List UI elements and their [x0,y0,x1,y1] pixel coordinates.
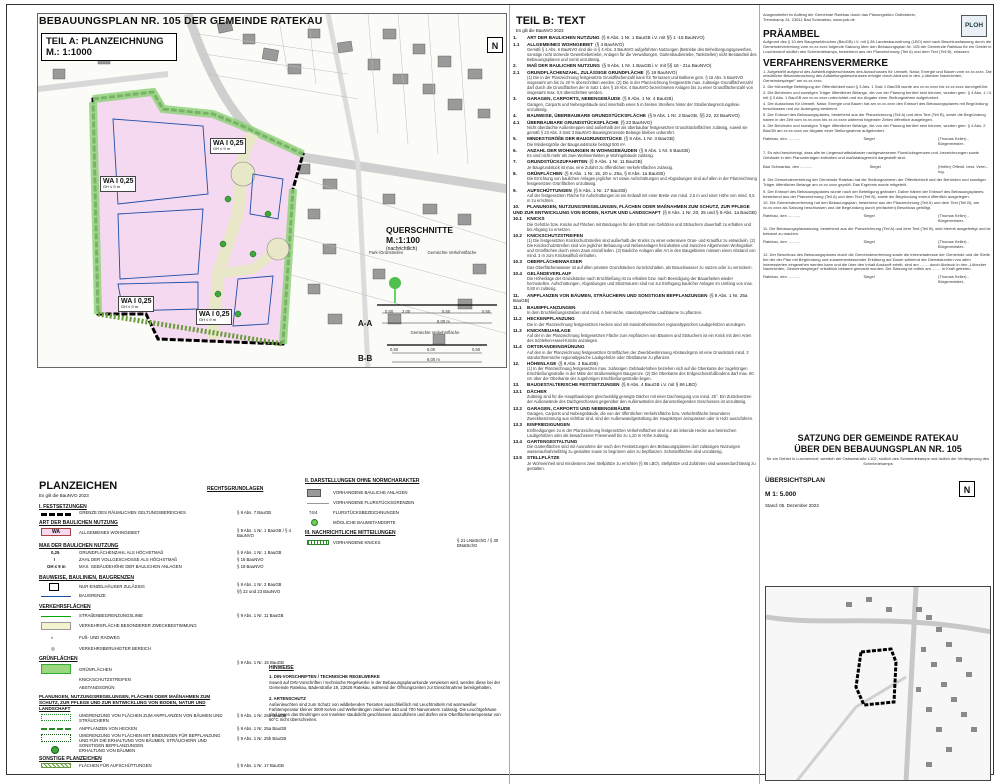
teil-b-item-body: (1) In der Planzeichnung festgesetzten max. zulässigen Gebäudehöhen beziehen sich auf die Oberkante der zugehörigen Erschließungsstraße in der Mitte der straßenseitigen Baugrenze. (2) Die Oberkante des Erdgeschossfußbodens darf max. 60 cm über der Oberkante der zugehörigen Erschließungsstraße liegen. [527,366,754,382]
teil-b-item-heading: ART DER BAULICHEN NUTZUNG [527,35,600,40]
teil-b-item-heading: AUFSCHÜTTUNGEN [527,187,572,193]
teil-b-item-heading: DÄCHER [527,389,547,395]
teil-b-item-heading: HECKENPFLANZUNG [527,316,575,322]
legend-row: ALLGEMEINES WOHNGEBIET [79,530,140,535]
teil-b-item-number: 2. [513,63,517,69]
sign-role: (Thomas Keller) -Bürgermeister- [937,238,969,249]
legend-row: GRENZE DES RÄUMLICHEN GELTUNGSBEREICHES [79,510,186,515]
teil-b-item [513,293,757,304]
teil-b-item [513,344,757,359]
legend-ref: § 9 Abs. 1 Nr. 1 BauGB [237,550,282,555]
section-a-svg [377,275,497,335]
teil-b-item-ref: (§ 9 Abs. 1 Nr. 4 BauGB) [622,96,673,102]
legend-row: MAX. GEBÄUDEHÖHE DER BAULICHEN ANLAGEN [79,564,182,569]
divider [509,5,510,784]
teil-b-item-body: Es sind nicht mehr als zwei Wohneinheiten je Wohngebäude zulässig. [527,153,654,159]
teil-b-item-number: 12. [513,360,520,366]
teil-b-item [513,171,757,186]
cross-section-title: QUERSCHNITTE [386,225,454,235]
legend-row: FUß- UND RADWEG [79,635,120,640]
satzung-subtitle: für ein Gebiet in Luschendorf, westlich der Ostseestraße L102, südlich des Schmiedekamps und östlich der Verlängerung des Schmiedekamps [766,456,990,466]
legend-swatch-bindungen [41,734,71,742]
stand-date: Stand: 05. Dezember 2023 [765,503,819,508]
legend-symbol: 74/4 [309,510,318,515]
section-a-label: A-A [358,319,373,328]
teil-b-item-ref: (§ 9 Abs. 1 Nr. 6 BauGB) [639,147,690,153]
teil-b-item [513,259,757,269]
sign-seal: Siegel [863,274,875,280]
praeambel-title: PRÄAMBEL [763,28,820,40]
teil-b-item-number: 8. [513,170,517,176]
legend-row: FLURSTÜCKSBEZEICHNUNGEN [333,510,399,515]
legend-swatch-bauliche-anlagen [307,489,321,497]
praeambel-text: Aufgrund des § 10 des Baugesetzbuches (BauGB) i.V. mit § 86 Landesbauordnung (LBO) wird nach Beschlussfassung durch die Gemeindevertretung vom xx.xx.xxxx folgende Satzung über den Bebauungsplan Nr. 105 der Gemeinde Ratekau für ein Gebiet in Luschendorf südlich des Schmiedekamps, bestehend aus der Planzeichnung (Teil A) und dem Text (Teil B), erlassen: [763,38,992,54]
teil-b-item-number: 1. [513,35,517,40]
teil-b-item-number: 11.4 [513,344,522,350]
sec-b-label-road: Gemischte Verkehrsfläche [410,330,460,335]
verfahren-item: 1. Aufgestellt aufgrund des Aufstellungsbeschlusses des Ausschusses für Umwelt, Natur, Energie und Bauen vom xx.xx.xxxx. Die ortsübliche Bekanntmachung des Aufstellungsbeschlusses erfolgte durch Abdruck in den „Lübecker Nachrichten, Gemeindespiegel“ am xx.xx.xxxx. [763,68,992,84]
office-note: Ausgearbeitet im Auftrag der Gemeinde Ratekau durch das Planungsbüro Ostholstein, Tremskamp 24, 23611 Bad Schwartau, www.pob.de [763,12,916,22]
verfahren-item: 6. Die Behörden und sonstigen Träger öffentlicher Belange, die von der Planung berührt sein können, wurden gem. § 4 Abs. 2 BauGB am xx.xx.xxxx zur Abgabe einer Stellungnahme aufgefordert. [763,122,986,133]
legend-row: MÖGLICHE BAUMSTANDORTE [333,520,396,525]
signature-block-2 [763,165,993,175]
verfahren-list [763,70,993,134]
teil-b-item-heading: ALLGEMEINES WOHNGEBIET [527,41,594,47]
verfahren-10: 10. Die Gemeindevertretung hat den Bebauungsplan, bestehend aus der Planzeichnung (Teil A) und dem Text (Teil B), am xx.xx.xxxx als Satzung beschlossen und die Begründung durch (einfachen) Beschluss gebilligt. [763,200,980,211]
sec-b-dim-1: 0,50 [390,347,399,352]
wa-label-1: WA I 0,25 GH ≤ 9 m [210,138,246,154]
teil-b-item-number: 2.1 [513,69,520,75]
legend-ref: § 9 Abs. 1 Nr. 2 BauGB [237,582,282,587]
legend-sec-art: ART DER BAULICHEN NUTZUNG [39,520,118,526]
teil-b-item-body: Die Mindestgröße der Baugrundstücke beträgt 500 m². [527,141,626,147]
sec-a-dim-3: 5,50 [442,309,451,314]
teil-b-item [513,271,757,291]
teil-b-item [513,455,757,470]
hinweise-title: HINWEISE [269,665,294,671]
teil-b-item-heading: MAß DER BAULICHEN NUTZUNG [527,63,600,69]
legend-ref: § 9 Abs. 1 Nr. 25a BauGB [237,726,287,731]
teil-b-item-body: Die Gartenflächen sind mit Ausnahme der nach den Festsetzungen des Bebauungsplanes dort zulässigen Nutzungen wasseraufnahmefähig zu gestalten sowie zu begrünen oder zu bepflanzen. Schotterflächen sind unzulässig. [527,444,741,455]
teil-b-item [513,96,757,111]
legend-sec-verkehr: VERKEHRSFLÄCHEN [39,604,91,610]
teil-b-item-body: Gemäß § 1 Abs. 6 BauNVO sind die in § 4 Abs. 3 BauNVO aufgeführten Nutzungen (Betriebe des Beherbergungsgewerbes, sonstige nicht störende Gewerbebetriebe, Anlagen für die Verwaltungen, Gartenbaubetriebe, Tankstellen) nicht Bestandteil des Bebauungsplanes und somit unzulässig. [527,47,757,62]
teil-b-item-number: 13.2 [513,405,522,411]
teil-b-item-body: In dem Erschließungsstraßen sind mind. 6 heimische, standortgerechte Laubbäume zu pflanzen. [527,309,703,315]
teil-b-item-number: 10.2 [513,232,522,238]
teil-b-item [513,328,757,343]
legend-ref: § 9 Abs. 1 Nr. 25a BauGB [237,713,287,718]
teil-b-item-ref: (§ 9 Abs. 1 Nr. 3 BauGB) [623,136,675,142]
legend-swatch-wa: WA [41,528,71,536]
teil-b-item [513,389,757,404]
legend-swatch-flurstuecksgrenzen [307,503,329,504]
teil-b-item-heading: MINDESTGRÖßE DER BAUGRUNDSTÜCKE [527,136,622,142]
teil-b-item-number: 3. [513,96,517,102]
teil-b-item-number: 5. [513,136,517,142]
teil-b-item-number: 11.2 [513,316,522,322]
teil-b-item [513,35,757,40]
sec-a-label-road: Gemischte Verkehrsfläche [427,250,477,255]
verfahren-12: 12. Der Beschluss des Bebauungsplanes durch die Gemeindevertretung sowie die Internetadresse der Gemeinde und die Stelle, bei der der Plan mit Begründung und zusammenfassender Erklärung auf Dauer während der Dienststunden von allen Interessierten eingesehen werden kann und die über den Inhalt Auskunft erteilt, sind am ........ durch Abdruck in den „Lübecker Nachrichten, Gemeindespiegel“ ortsüblich bekannt gemacht worden. Die Satzung ist mithin am ........ in Kraft getreten. [763,251,991,272]
legend-row: VORHANDENE FLURSTÜCKSGRENZEN [333,500,415,505]
wa-label-2: WA I 0,25 GH ≤ 9 m [100,176,136,192]
satzung-line-1: SATZUNG DER GEMEINDE RATEKAU [797,433,959,443]
cross-section-note: (nachrichtlich) [386,246,418,252]
teil-b-item-heading: OBERFLÄCHENWASSER [527,259,583,265]
teil-b-item [513,361,757,381]
teil-b-item [513,70,757,95]
legend-swatch-aufschuettung [41,763,71,768]
legend-sec-darstellungen: II. DARSTELLUNGEN OHNE NORMCHARAKTER [305,478,420,484]
teil-b-item-ref: (§ 9 Abs. 1 Nr. 11 BauGB) [589,159,643,165]
teil-b-item-heading: PLANUNGEN, NUTZUNGSREGELUNGEN, FLÄCHEN ODER MAßNAHMEN ZUM SCHUTZ, ZUR PFLEGE UND ZUR ENTWICKLUNG VON BODEN, NATUR UND LANDSCHAFT [513,204,750,215]
teil-b-item-body: Auf den in der Planzeichnung festgesetzten Grünflächen der Zweckbestimmung Abstandsgrün ist eine Grundstück mind. 2 standortheimische regionaltypische Laubgehölze oder Obstbäume zu pflanzen. [527,349,749,360]
legend-row: ERHALTUNG VON BÄUMEN [79,748,136,753]
uebersicht-scale: M 1: 5.000 [765,491,797,498]
legend-swatch-verkehr-besonders [41,622,71,630]
teil-b-item-number: 10. [513,204,520,210]
sec-a-dim-2: 2,00 [402,309,411,314]
sec-b-dim-total: 6,00 m [427,357,440,362]
teil-b-item-heading: STELLPLÄTZE [527,455,560,461]
uebersicht-title: ÜBERSICHTSPLAN [765,477,825,484]
wa-label-3: WA I 0,25 GH ≤ 9 m [196,309,232,325]
legend-ref: §§ 22 und 23 BauNVO [237,589,281,594]
legend-symbol: ◎ [51,646,55,651]
legend-subtitle: Es gilt die BauNVO 2023 [39,493,89,498]
teil-b-item-ref: (§ 9 Abs. 1 Nr. 25a BauGB) [513,292,748,303]
north-arrow-icon: N [487,37,503,53]
sign-seal: Siegel [863,136,875,142]
sign-place: Ratekau, den ........... [763,238,801,244]
legend-swatch-baugrenze [41,596,71,597]
teil-b-column [513,15,757,775]
teil-b-subtitle: Es gilt die BauNVO 2023 [516,28,564,33]
teil-b-item-number: 1.1 [513,41,520,47]
teil-b-item-heading: GRUNDSTÜCKZUFAHRTEN [527,159,588,165]
teil-b-item-ref: (§ 9 Abs. 4 BauGB i.V. mit § 86 LBO) [621,382,697,388]
teil-b-item [513,136,757,146]
signature-block-3 [763,214,993,224]
legend-symbol: 0,25 [51,550,60,555]
legend-ref: § 9 Abs. 1 Nr. 11 BauGB [237,613,284,618]
section-b-label: B-B [358,354,373,363]
teil-b-item-heading: GARAGEN, CARPORTS, NEBENGEBÄUDE [527,96,621,102]
verfahren-11: 11. Die Bebauungsplansatzung, bestehend aus der Planzeichnung (Teil A) und dem Text (Teil B), wird hiermit ausgefertigt und ist bekannt zu machen. [763,226,991,236]
legend-sec-nachrichtlich: III. NACHRICHTLICHE MITTEILUNGEN [305,530,396,536]
teil-b-item [513,406,757,421]
teil-b-item-number: 9. [513,187,517,193]
legend-sec-gruen: GRÜNFLÄCHEN [39,656,78,662]
teil-b-item-body: Die in der Planzeichnung festgesetzten Hecken sind mit standortheimischen regionaltypischen Laubgehölzen anzulegen. [527,321,746,327]
sign-place: Bad Schwartau, den ........... [763,164,813,170]
sign-role: (Thomas Keller) -Bürgermeister- [937,136,969,147]
legend-row: UMGRENZUNG VON FLÄCHEN ZUM ANPFLANZEN VON BÄUMEN UND STRÄUCHERN [79,713,223,723]
teil-b-item-body: Garagen, Carports und Nebengebäude, die von der öffentlichen Verkehrsfläche bzw. Verkehrsfläche besonderer Zweckbestimmung aus sichtbar sind, sind der Außenwandgestaltung der Hauptkörper anzupassen oder in Holz auszuführen. [527,411,754,422]
sign-seal: Siegel [863,238,875,244]
sec-b-dim-3: 0,50 [472,347,481,352]
sec-a-dim-4: 0,50 [482,309,491,314]
plan-title: BEBAUUNGSPLAN NR. 105 DER GEMEINDE RATEKAU [39,15,323,27]
teil-b-item [513,216,757,231]
signature-block-5 [763,275,993,285]
legend-row: ANPFLANZEN VON HECKEN [79,726,138,731]
legend-symbol: GH ≤ 9 m [47,564,66,569]
sign-seal: Siegel [863,213,875,219]
cross-section-scale: M.:1:100 [386,234,421,245]
legend-row: VERKEHRSFLÄCHE BESONDERER ZWECKBESTIMMUNG [79,623,197,628]
teil-b-item-ref: (§ 9 Abs. 3 BauGB) [558,360,598,366]
legend-title: PLANZEICHEN [39,480,118,492]
teil-b-item-number: 13. [513,382,520,388]
sec-a-dim-1: 0,50 [385,309,394,314]
right-column [763,13,993,773]
teil-b-title: TEIL B: TEXT [516,15,586,27]
legend-row: GRÜNFLÄCHEN [79,667,112,672]
teil-b-item-heading: GRÜNFLÄCHEN [527,170,563,176]
legend-row: ABSTANDSGRÜN [79,685,115,690]
teil-b-item-number: 11. [513,292,520,298]
legend-sec-sonstige: SONSTIGE PLANZEICHEN [39,756,102,762]
teil-b-item-ref: (§ 4 BauNVO) [595,41,624,47]
sign-place: Ratekau, den ........... [763,274,801,280]
teil-b-item [513,382,757,387]
teil-b-item-number: 4.1 [513,119,520,125]
teil-b-item-heading: KNICKNEUANLAGE [527,327,571,333]
teil-b-item [513,439,757,454]
teil-b-item-body: Auf der festgesetzten Fläche für Aufschüttungen ist ein Erdwall mit einer Breite von mind. 2,5 m und einer Höhe von mind. 0,5 m zu errichten. [527,192,755,203]
overview-map-svg [766,587,991,781]
satzung-heading [763,433,993,467]
teil-b-item-body: Auf der in der Planzeichnung festgesetzten Fläche zum Anpflanzen von Bäumen und Sträuchern ist ein Knick mit dem Arten des Schlehen-Hasel-Knicks anzulegen. [527,333,752,344]
verfahren-7: 7. Es wird bescheinigt, dass alle im Liegenschaftskataster nachgewiesenen Flurstücksgrenzen und -bezeichnungen sowie Gebäude in den Planunterlagen enthalten und maßstabsgerecht dargestellt sind. [763,150,979,161]
legend-swatch-anpflanzen [41,714,71,721]
legend-row: VERKEHRSBERUHIGTER BEREICH [79,646,152,651]
verfahren-title: VERFAHRENSVERMERKE [763,57,889,69]
section-b-svg [387,339,487,369]
legend-row: ZAHL DER VOLLGESCHOSSE ALS HÖCHSTMAß [79,557,177,562]
legend-row: FLÄCHEN FÜR AUFSCHÜTTUNGEN [79,763,152,768]
teil-b-item-number: 13.3 [513,422,522,428]
verfahren-8: 8. Die Gemeindevertretung der Gemeinde Ratekau hat die Stellungnahmen der Öffentlichkeit und der Behörden und sonstiger Träger öffentlicher Belange am xx.xx.xxxx geprüft. Das Ergebnis wurde mitgeteilt. [763,176,986,187]
verfahren-item: 5. Der Entwurf des Bebauungsplanes, bestehend aus der Planzeichnung (Teil A) und dem Text (Teil B), sowie die Begründung haben in der Zeit vom xx.xx.xxxx bis xx.xx.xxxx während folgender Zeiten öffentlich ausgelegen. [763,111,986,122]
teil-b-item [513,188,757,203]
legend-row: GRUNDFLÄCHENZAHL ALS HÖCHSTMAß [79,550,164,555]
teil-b-item-ref: (§ 23 BauNVO) [620,119,653,125]
legend-sec-mass: MAß DER BAULICHEN NUTZUNG [39,543,119,549]
teil-b-item-ref: (§ 19 BauNVO) [645,69,678,75]
teil-b-item-ref: (§ 9 Abs. 1 Nr. 1 BauGB i.V. mit §§ 1 -15 BauNVO) [601,35,705,40]
teil-b-item [513,148,757,158]
legend-swatch-geltungsbereich [41,513,71,516]
teil-b-item-body: Einfriedigungen zu in der Planzeichnung festgesetzten Verkehrsflächen sind nur als lebende Hecke aus heimischen Laubgehölzen oder als bewachsener Friesenwall bis zu 1,20 m Höhe zulässig. [527,427,737,438]
teil-b-item [513,113,757,118]
satzung-line-2: ÜBER DEN BEBAUUNGSPLAN NR. 105 [794,444,962,454]
teil-b-item-number: 11.1 [513,304,522,310]
legend-symbol: I [54,557,56,562]
legend-swatch-einzelhaus [49,583,59,591]
teil-b-item [513,63,757,68]
teil-b-item-body: Je Baugrundstück ist max. eine Zufahrt zu öffentlichen Verkehrsflächen zulässig. [527,164,674,170]
teil-b-item-number: 10.3 [513,259,522,265]
teil-b-item-body: Je Wohneinheit sind mindestens zwei Stellplätze zu errichten (§ 86 LBO). Stellplätze und Zufahrten sind wasserdurchlässig zu gestalten. [527,460,756,471]
teil-b-item-body: Zulässig sind für die Hauptbaukörper gleichwinklig geneigte Dächer mit einer Dachneigung von mind. 25°. Ein Zurücksetzen der Außenwände des Dachgeschosses gegenüber den Außenwänden des darunterliegenden Geschosses ist unzulässig. [527,394,752,405]
teil-b-item [513,120,757,135]
legend-sec-bauweise: BAUWEISE, BAULINIEN, BAUGRENZEN [39,575,135,581]
sign-seal: Siegel [869,164,881,170]
teil-b-item-body: Die Errichtung von baulichen Anlagen jeglicher Art sowie Aufschüttungen und Abgrabungen sind auf allen in der Planzeichnung festgesetzten Grünflächen unzulässig. [527,176,757,187]
teil-b-item-body: (1) Die festgesetzten Knickschutzstreifen sind außerhalb der Knicks zu einer extensiven Gras- und Krautflur zu entwickeln. (2) Die Knickschutzstreifen sind von jeglicher Bebauung und Nebenanlagen freizuhalten und zwischen Allgemeinen Wohngebiet und Grünflächen durch einen Zaun einzufrieden. (3) Bauliche Anlagen aller Art in den Baugebieten müssen einen Abstand von mind. 3 m zum Knickwallfuß einhalten. [527,238,756,259]
teil-a-box [41,33,177,61]
teil-a-scale: M.: 1:1000 [46,47,92,58]
legend-swatch-hecken [41,728,71,730]
teil-b-items [513,35,757,471]
hinweis-2-text: Außenleuchten sind zum Schutz von wildlebenden Tierarten ausschließlich mit Leuchtmitteln mit warmweißer Farbtemperatur kleiner 3000 Kelvin und Wellenlängen zwischen 540 und 700 Nanometern zulässig. Die Leuchtgehäuse sind gegen das Eindringen von Insekten staubdicht geschlossen auszuführen und dürfen eine Oberflächentemperatur von 60°C nicht überschreiten. [269,702,501,722]
teil-b-item-body: Die Höhenlage der Grundstücke nach Erschließung ist zu erhalten bzw. nach Beendigung der Bauarbeiten wieder herzustellen. Aufschüttungen, Abgrabungen und Stützmauern sind nur zur Einfügung baulicher Anlagen im Umfang von max. 0,80 m zulässig. [527,276,753,292]
legend-row: KNICKSCHUTZSTREIFEN [79,677,131,682]
verfahren-item: 4. Der Ausschuss für Umwelt, Natur, Energie und Bauen hat am xx.xx.xxxx den Entwurf des Bebauungsplanes mit Begründung beschlossen und zur Auslegung bestimmt. [763,100,988,111]
teil-b-item-number: 13.4 [513,438,522,444]
legend-row: UMGRENZUNG VON FLÄCHEN MIT BINDUNGEN FÜR BEPFLANZUNG UND FÜR DIE ERHALTUNG VON BÄUMEN, STRÄUCHERN UND SONSTIGEN BEPFLANZUNGEN [79,733,221,748]
teil-b-item-number: 6. [513,147,517,153]
legend-ref: § 16 BauNVO [237,557,264,562]
legend-sec-festsetzungen: I. FESTSETZUNGEN [39,504,87,510]
teil-b-item-number: 10.1 [513,216,522,222]
teil-b-item-body: (1) Die in der Planzeichnung festgesetzte Grundflächenzahl kann für Terrassen und Balkone gem. § 16 Abs. 5 BauNVO insgesamt um bis zu 20 % überschritten werden. (2) Die in der Planzeichnung festgesetzte max. zulässige Grundflächenzahl darf durch die Grundflächen der in Satz 1 des § 19 Abs. 4 BauNVO bezeichneten Anlagen bis zu einer Grundflächenzahl von insgesamt max. 0,5 überschritten werden. [527,75,753,96]
divider [759,5,760,784]
teil-b-item-number: 7. [513,159,517,165]
legend-ref: § 9 Abs. 1 Nr. 15 BauGB [237,660,284,665]
legend-ref: § 9 Abs. 1 Nr. 17 BauGB [237,763,284,768]
legend-row: NUR EINZELHÄUSER ZULÄSSIG [79,584,145,589]
teil-b-item-heading: ANZAHL DER WOHNUNGEN IN WOHNGEBÄUDEN [527,147,638,153]
section-b-drawing [387,339,487,369]
legend-row: VORHANDENE KNICKS [333,540,381,545]
teil-b-item-number: 13.5 [513,455,522,461]
teil-b-item-number: 13.1 [513,389,522,395]
teil-b-item-heading: BAUMPFLANZUNGEN [527,304,576,310]
teil-b-item-heading: KNICKS [527,216,545,222]
section-a-drawing [377,275,497,335]
legend-sec-natur: PLANUNGEN, NUTZUNGSREGELUNGEN, FLÄCHEN ODER MAßNAHMEN ZUM SCHUTZ, ZUR PFLEGE UND ZUR ENTWICKLUNG VON BODEN, NATUR UND LANDSCHAFT [39,694,211,711]
verfahren-item: 2. Die frühzeitige Beteiligung der Öffentlichkeit nach § 3 Abs. 1 Satz 1 BauGB wurde am xx.xx.xxxx bis xx.xx.xxxx durchgeführt. [763,84,989,90]
legend-row: VORHANDENE BAULICHE ANLAGEN [333,490,408,495]
sec-b-dim-2: 5,00 [427,347,436,352]
legend-row: BAUGRENZE [79,593,106,598]
verfahren-item: 3. Die Behörden und sonstigen Träger öffentlicher Belange, die von der Planung berührt sein können, wurden gem. § 4 Abs. 1 i.V. mit § 3 Abs. 1 BauGB am xx.xx.xxxx unterrichtet und zur Abgabe einer Stellungnahme aufgefordert. [763,90,993,101]
teil-b-item [513,305,757,315]
teil-b-item-ref: (§ 9 Abs. 1 Nr. 1 BauGB i.V. mit §§ 16 - 21a BauNVO) [601,63,712,69]
teil-b-item [513,159,757,169]
teil-b-item-heading: GARAGEN, CARPORTS UND NEBENGEBÄUDE [527,405,631,411]
legend-ref: § 9 Abs. 1 Nr. 1 BauGB / § 4 BauNVO [237,528,291,538]
teil-b-item-heading: GELÄNDEVERLAUF [527,270,572,276]
hinweis-1-text: Soweit auf DIN-Vorschriften / technische Regelwerke in der Bebauungsplanurkunde verwiesen wird, werden diese bei der Gemeinde Ratekau, Bäderstraße 19, 23626 Ratekau, während der Öffnungszeiten zur Einsichtnahme bereitgehalten. [269,680,501,690]
legend-swatch-strassenbegrenzung [41,616,71,617]
signature-block-4 [763,240,993,250]
legend-col2-header: RECHTSGRUNDLAGEN [207,486,264,492]
hinweis-2-title: 2. ARTENSCHUTZ [269,696,306,701]
teil-b-item-body: Die Gehölze bzw. Knicks auf Flächen mit Bindungen für den Erhalt von Gehölzen und Sträuchern dauerhaft zu erhalten und bei Abgang zu ersetzen. [527,221,751,232]
teil-b-item-heading: ANPFLANZEN VON BÄUMEN, STRÄUCHERN UND SONSTIGEN BEPFLANZUNGEN [527,292,708,298]
teil-b-item-ref: (§ 9 Abs. 1 Nr. 2 BauGB, §§ 22, 23 BauNVO) [647,112,740,118]
wa-label-4: WA I 0,25 GH ≤ 9 m [118,296,154,312]
teil-b-item-number: 10.4 [513,270,522,276]
teil-b-item-heading: ÜBERBAUBARE GRUNDSTÜCKSFLÄCHE [527,119,619,125]
signature-block-1 [763,137,993,147]
legend-symbol: ◐ [51,635,54,640]
teil-b-item [513,42,757,62]
teil-b-item-heading: KNICKSCHUTZSTREIFEN [527,232,583,238]
verfahren-9: 9. Der Entwurf des Bebauungsplanes wurde nach der Beteiligung geändert. Daher haben der Entwurf des Bebauungsplanes, bestehend aus der Planzeichnung (Teil A) und dem Text (Teil B), sowie die Begründung erneut öffentlich ausgelegen. [763,188,985,199]
hinweis-1-title: 1. DIN-VORSCHRIFTEN / TECHNISCHE REGELWERKE [269,674,380,679]
teil-b-item-heading: BAUGESTALTERISCHE FESTSETZUNGEN [527,382,620,388]
legend-row: STRAßENBEGRENZUNGSLINIE [79,613,143,618]
tree-icon [51,746,59,754]
teil-b-item-body: Nicht überdachte Außentreppen sind außerhalb der als überbaubar festgesetzten Grundstücksflächen zulässig, soweit sie gemäß § 23 Abs. 3 Satz 3 BauNVO Baueingrenzende Belange bleiben unberührt. [527,124,748,135]
legend-swatch-gruenflaeche [41,664,71,674]
sec-a-dim-total: 8,00 m [437,319,450,324]
legend-ref: § 18 BauNVO [237,564,264,569]
tree-icon [311,519,318,526]
teil-b-item-body: Garagen, Carports und Nebengebäude sind innerhalb eines 5 m breiten Streifens hinter der Straßenbegrenzungslinie unzulässig. [527,101,740,112]
teil-b-item [513,422,757,437]
sign-place: Ratekau, den ........... [763,136,801,142]
teil-b-item [513,233,757,258]
teil-b-item-body: Das Oberflächenwasser ist auf allen privaten Grundstücken zurückzuhalten, als Brauchwasser zu nutzen oder zu versickern. [527,264,753,270]
teil-b-item-number: 4. [513,112,517,118]
teil-b-item-heading: BAUWEISE, ÜBERBAUBARE GRUNDSTÜCKSFLÄCHE [527,112,646,118]
tree-icon [389,277,401,289]
north-arrow-icon: N [959,481,975,497]
legend [37,480,507,772]
plan-sheet [6,4,994,775]
teil-b-item-heading: GARTENGESTALTUNG [527,438,578,444]
teil-b-item-ref: (§ 9 Abs. 1 Nr. 20, 25 und § 9 Abs. 1a BauGB) [662,209,757,215]
sign-place: Ratekau, den ........... [763,213,801,219]
teil-b-item-number: 11.3 [513,327,522,333]
legend-ref: § 9 Abs. 1 Nr. 25b BauGB [237,736,287,741]
teil-b-item-heading: ORTSRANDEINGRÜNUNG [527,344,585,350]
sign-role: (Thomas Keller) -Bürgermeister- [937,274,969,285]
legend-swatch-knicks [307,540,329,545]
sign-role: (Helfer) Öffentl. best. Verm.-Ing. [937,164,988,174]
teil-b-item [513,316,757,326]
legend-ref: § 9 Abs. 7 BauGB [237,510,272,515]
teil-b-item [513,204,757,215]
teil-b-item-ref: (§ 9 Abs. 1 Nr. 15, 20 u. 25a, § 9 Abs. 1a BauGB) [564,170,665,176]
teil-b-item-heading: HÖHENLAGE [527,360,557,366]
teil-b-item-heading: EINFRIEDIGUNGEN [527,422,570,428]
office-logo: PLOH [961,15,987,37]
sec-a-label-green: Park-/Grünstreifen [369,250,404,255]
teil-b-item-ref: (§ 9 Abs. 1 Nr. 17 BauGB) [573,187,627,193]
teil-a-title: TEIL A: PLANZEICHNUNG [46,36,164,47]
overview-map [765,586,991,781]
sign-role: (Thomas Keller) -Bürgermeister- [937,213,969,224]
teil-b-item-heading: GRUNDFLÄCHENZAHL, ZULÄSSIGE GRUNDFLÄCHE [527,69,644,75]
legend-ref: § 21 LNatSchG / § 30 BNatSchG [457,538,499,548]
